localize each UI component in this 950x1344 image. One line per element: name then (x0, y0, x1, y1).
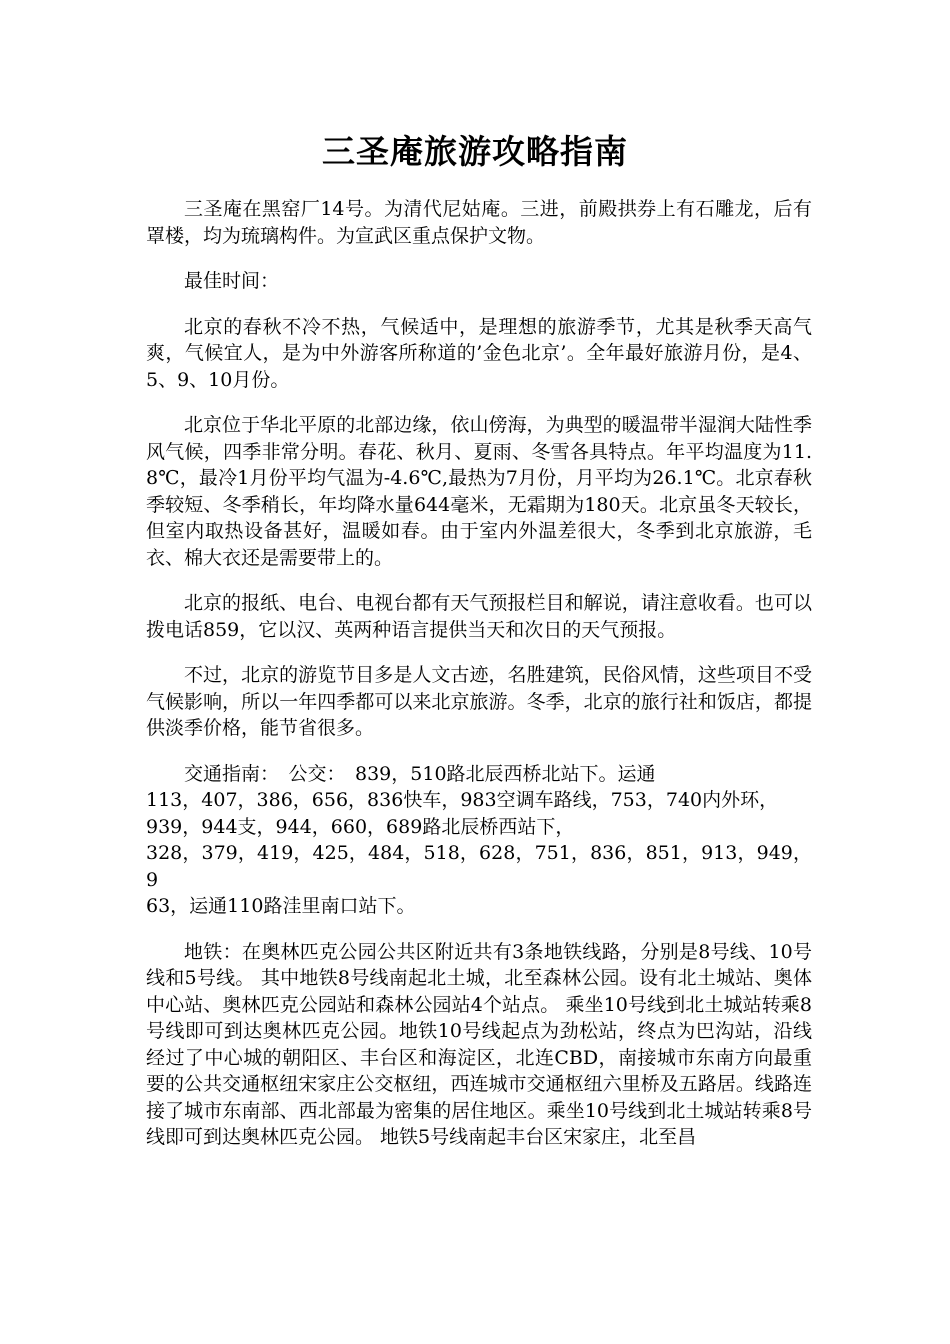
year-round-paragraph: 不过，北京的游览节目多是人文古迹，名胜建筑，民俗风情，这些项目不受气候影响，所以一年四季都可以来北京旅游。冬季，北京的旅行社和饭店，都提供淡季价格，能节省很多。 (146, 664, 812, 739)
page-title: 三圣庵旅游攻略指南 (322, 132, 628, 171)
climate-paragraph: 北京位于华北平原的北部边缘，依山傍海，为典型的暖温带半湿润大陆性季风气候，四季非常分明。春花、秋月、夏雨、冬雪各具特点。年平均温度为11.8℃，最冷1月份平均气温为-4.6℃,最热为7月份，月平均为26.1℃。北京春秋季较短、冬季稍长，年均降水量644毫米，无霜期为180天。北京虽冬天较长，但室内取热设备甚好，温暖如春。由于室内外温差很大，冬季到北京旅游，毛衣、棉大衣还是需要带上的。 (146, 414, 812, 569)
transport-line: 63，运通110路洼里南口站下。 (146, 895, 416, 917)
transport-line: 939，944支，944，660，689路北辰桥西站下， (146, 815, 575, 838)
document-body (146, 196, 812, 1170)
transport-line: 113，407，386，656，836快车，983空调车路线，753，740内外环， (146, 789, 779, 811)
season-paragraph: 北京的春秋不冷不热，气候适中，是理想的旅游季节，尤其是秋季天高气爽，气候宜人，是为中外游客所称道的’金色北京’。全年最好旅游月份，是4、5、9、10月份。 (146, 315, 812, 391)
transport-paragraph (146, 761, 812, 920)
transport-line: 交通指南： 公交： 839，510路北辰西桥北站下。运通 (184, 762, 656, 785)
best-time-heading: 最佳时间： (184, 270, 280, 292)
intro-paragraph: 三圣庵在黑窑厂14号。为清代尼姑庵。三进，前殿拱券上有石雕龙，后有罩楼，均为琉璃构件。为宣武区重点保护文物。 (146, 198, 812, 247)
weather-forecast-paragraph: 北京的报纸、电台、电视台都有天气预报栏目和解说，请注意收看。也可以拨电话859，它以汉、英两种语言提供当天和次日的天气预报。 (146, 592, 812, 641)
subway-paragraph: 地铁：在奥林匹克公园公共区附近共有3条地铁线路，分别是8号线、10号线和5号线。 其中地铁8号线南起北土城，北至森林公园。设有北土城站、奥体中心站、奥林匹克公园站和森林公园站4个站点。 乘坐10号线到北土城站转乘8号线即可到达奥林匹克公园。地铁10号线起点为劲松站，终点为巴沟站，沿线经过了中心城的朝阳区、丰台区和海淀区，北连CBD，南接城市东南方向最重要的公共交通枢纽宋家庄公交枢纽，西连城市交通枢纽六里桥及五路居。线路连接了城市东南部、西北部最为密集的居住地区。乘坐10号线到北土城站转乘8号线即可到达奥林匹克公园。 地铁5号线南起丰台区宋家庄，北至昌 (146, 940, 812, 1148)
transport-line: 328，379，419，425，484，518，628，751，836，851，913，949，9 (146, 842, 812, 891)
